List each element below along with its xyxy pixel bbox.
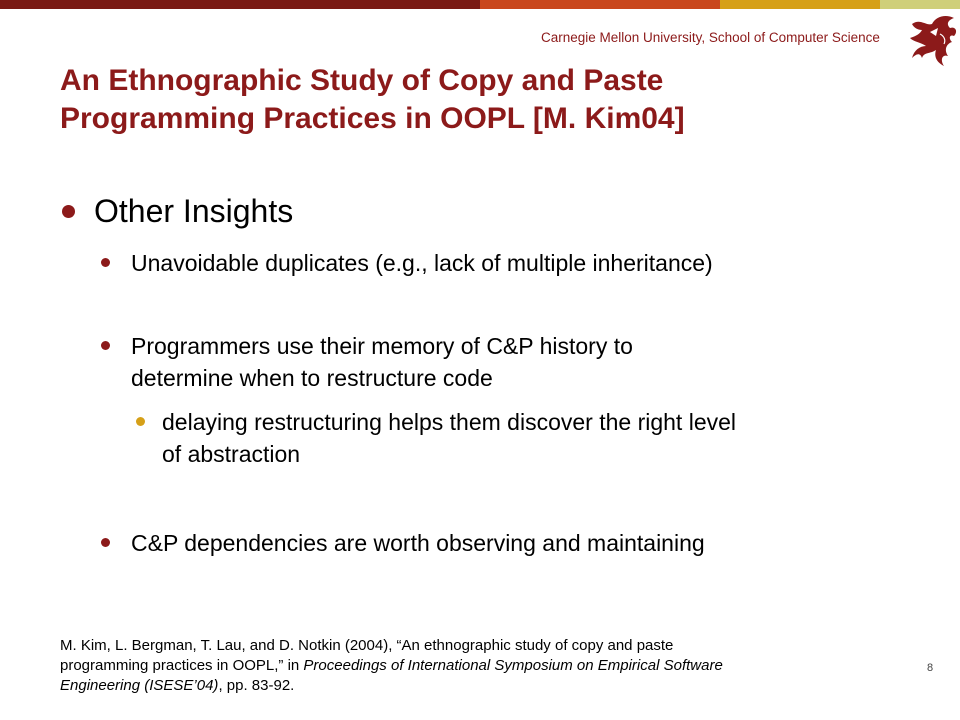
citation — [60, 636, 890, 696]
citation-line-3 — [60, 676, 890, 696]
bullet-unavoidable-duplicates: Unavoidable duplicates (e.g., lack of multiple inheritance) — [131, 250, 713, 276]
bullet-memory-line-2: determine when to restructure code — [131, 365, 493, 391]
griffin-logo-icon — [906, 12, 960, 70]
citation-text: programming practices in OOPL,” in — [60, 657, 304, 674]
bullet-icon — [62, 205, 75, 218]
bullet-icon — [101, 341, 110, 350]
title-line-2: Programming Practices in OOPL [M. Kim04] — [60, 102, 685, 135]
bullet-dependencies: C&P dependencies are worth observing and maintaining — [131, 530, 705, 556]
color-bar-gold — [720, 0, 880, 9]
slide-title — [60, 62, 860, 138]
sub-bullet-delaying-line-2: of abstraction — [162, 441, 301, 467]
organization-name: Carnegie Mellon University, School of Computer Science — [541, 30, 880, 45]
sub-bullet-icon — [136, 417, 145, 426]
color-bar-orange — [480, 0, 720, 9]
section-heading: Other Insights — [94, 193, 294, 229]
bullet-icon — [101, 538, 110, 547]
sub-bullet-delaying-line-1: delaying restructuring helps them discover the right level — [162, 409, 737, 435]
citation-venue-short: Engineering (ISESE’04) — [60, 677, 219, 694]
page-number: 8 — [927, 662, 934, 674]
citation-line-2 — [60, 656, 890, 676]
color-bar-olive — [880, 0, 960, 9]
top-color-bar — [0, 0, 960, 9]
title-line-1: An Ethnographic Study of Copy and Paste — [60, 64, 664, 97]
color-bar-maroon — [0, 0, 480, 9]
citation-venue: Proceedings of International Symposium on Empirical Software — [303, 657, 723, 674]
citation-pages: , pp. 83-92. — [218, 677, 295, 694]
citation-line-1: M. Kim, L. Bergman, T. Lau, and D. Notkin (2004), “An ethnographic study of copy and paste — [60, 637, 674, 654]
bullet-icon — [101, 258, 110, 267]
bullet-memory-line-1: Programmers use their memory of C&P history to — [131, 333, 633, 359]
